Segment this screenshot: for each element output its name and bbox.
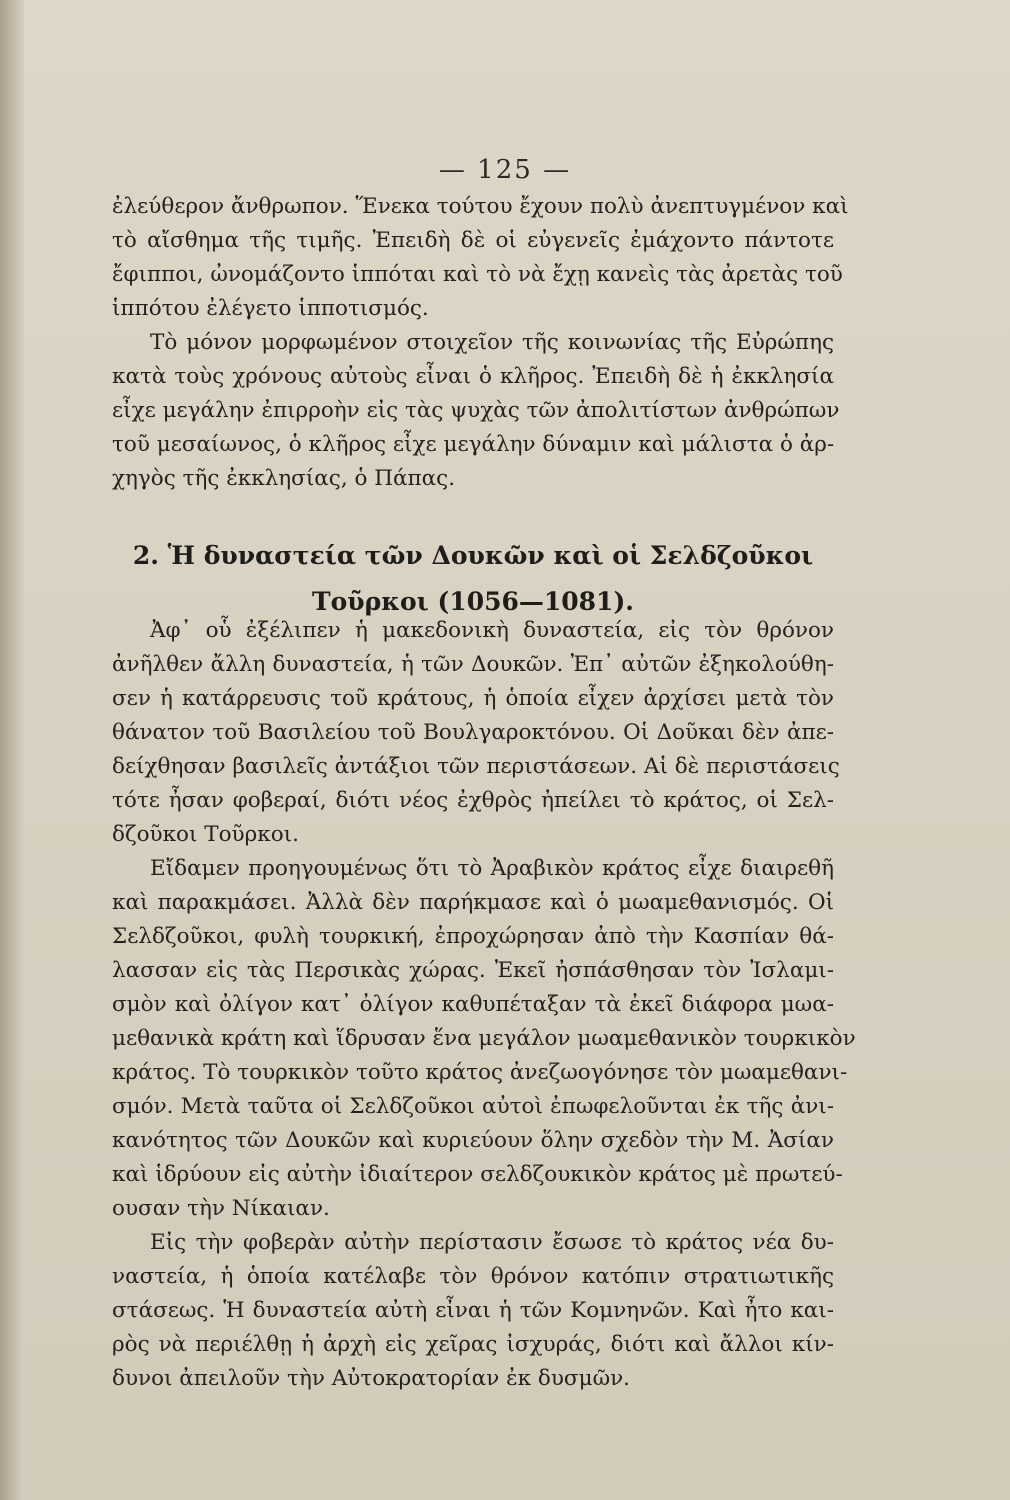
text-line: καὶ παρακμάσει. Ἀλλὰ δὲν παρήκμασε καὶ ὁ μωαμεθανισμός. Οἱ [112,890,834,915]
section-heading-line-1: 2. Ἡ δυναστεία τῶν Δουκῶν καὶ οἱ Σελδζοῦκοι [132,541,814,570]
page-number: — 125 — [438,155,572,185]
text-line: δζοῦκοι Τοῦρκοι. [112,822,299,847]
text-line: μεθανικὰ κράτη καὶ ἵδρυσαν ἕνα μεγάλον μωαμεθανικὸν τουρκικὸν [112,1026,856,1051]
text-line: δυνοι ἀπειλοῦν τὴν Αὐτοκρατορίαν ἐκ δυσμῶν. [112,1366,631,1391]
section-heading [112,533,834,625]
text-line: σμὸν καὶ ὀλίγον κατ᾿ ὀλίγον καθυπέταξαν τὰ ἐκεῖ διάφορα μωα- [112,992,834,1017]
text-line: ἀνῆλθεν ἄλλη δυναστεία, ἡ τῶν Δουκῶν. Ἐπ᾿ αὐτῶν ἐξηκολούθη- [112,652,834,677]
text-block-top [112,190,849,496]
text-block-bottom [112,614,856,1396]
text-line: στάσεως. Ἡ δυναστεία αὐτὴ εἶναι ἡ τῶν Κομνηνῶν. Καὶ ἦτο και- [112,1298,834,1323]
text-line: Εἰς τὴν φοβερὰν αὐτὴν περίστασιν ἔσωσε τὸ κράτος νέα δυ- [150,1230,834,1255]
text-line: τοῦ μεσαίωνος, ὁ κλῆρος εἶχε μεγάλην δύναμιν καὶ μάλιστα ὁ ἀρ- [112,432,835,457]
text-line: Ἀφ᾿ οὗ ἐξέλιπεν ἡ μακεδονικὴ δυναστεία, εἰς τὸν θρόνον [150,618,834,643]
text-line: τὸ αἴσθημα τῆς τιμῆς. Ἐπειδὴ δὲ οἱ εὐγενεῖς ἐμάχοντο πάντοτε [112,228,834,253]
text-line: τότε ἦσαν φοβεραί, διότι νέος ἐχθρὸς ἠπείλει τὸ κράτος, οἱ Σελ- [112,788,834,813]
text-line: λασσαν εἰς τὰς Περσικὰς χώρας. Ἐκεῖ ἠσπάσθησαν τὸν Ἰσλαμι- [112,958,834,983]
text-line: ναστεία, ἡ ὁποία κατέλαβε τὸν θρόνον κατόπιν στρατιωτικῆς [112,1264,834,1289]
text-line: κράτος. Τὸ τουρκικὸν τοῦτο κράτος ἀνεζωογόνησε τὸν μωαμεθανι- [112,1060,848,1085]
paragraph [112,852,856,1226]
paragraph [112,614,840,852]
text-line: χηγὸς τῆς ἐκκλησίας, ὁ Πάπας. [112,466,456,491]
text-line: σμόν. Μετὰ ταῦτα οἱ Σελδζοῦκοι αὐτοὶ ἐπωφελοῦνται ἐκ τῆς ἀνι- [112,1094,834,1119]
text-line: Εἴδαμεν προηγουμένως ὅτι τὸ Ἀραβικὸν κράτος εἶχε διαιρεθῆ [150,856,834,881]
section-heading-line-2: Τοῦρκοι (1056—1081). [312,587,634,616]
text-line: κατὰ τοὺς χρόνους αὐτοὺς εἶναι ὁ κλῆρος. Ἐπειδὴ δὲ ἡ ἐκκλησία [112,364,834,389]
text-line: ἔφιπποι, ὠνομάζοντο ἱππόται καὶ τὸ νὰ ἔχῃ κανεὶς τὰς ἀρετὰς τοῦ [112,262,843,287]
text-line: ἐλεύθερον ἄνθρωπον. Ἕνεκα τούτου ἔχουν πολὺ ἀνεπτυγμένον καὶ [112,194,849,219]
text-line: κανότητος τῶν Δουκῶν καὶ κυριεύουν ὅλην σχεδὸν τὴν Μ. Ἀσίαν [112,1128,834,1153]
paragraph [112,326,840,496]
paragraph [112,190,849,326]
text-line: Τὸ μόνον μορφωμένον στοιχεῖον τῆς κοινωνίας τῆς Εὐρώπης [150,330,834,355]
text-line: Σελδζοῦκοι, φυλὴ τουρκική, ἐπροχώρησαν ἀπὸ τὴν Κασπίαν θά- [112,924,834,949]
text-line: ουσαν τὴν Νίκαιαν. [112,1196,330,1221]
text-line: θάνατον τοῦ Βασιλείου τοῦ Βουλγαροκτόνου. Οἱ Δοῦκαι δὲν ἀπε- [112,720,834,745]
page-binding-shadow [0,0,24,1500]
text-line: ἱππότου ἐλέγετο ἱπποτισμός. [112,296,429,321]
text-line: δείχθησαν βασιλεῖς ἀντάξιοι τῶν περιστάσεων. Αἱ δὲ περιστάσεις [112,754,840,779]
text-line: σεν ἡ κατάρρευσις τοῦ κράτους, ἡ ὁποία εἶχεν ἀρχίσει μετὰ τὸν [112,686,834,711]
paragraph [112,1226,834,1396]
text-line: ρὸς νὰ περιέλθῃ ἡ ἀρχὴ εἰς χεῖρας ἰσχυράς, διότι καὶ ἄλλοι κίν- [112,1332,834,1357]
text-line: καὶ ἱδρύουν εἰς αὐτὴν ἰδιαίτερον σελδζουκικὸν κράτος μὲ πρωτεύ- [112,1162,843,1187]
text-line: εἶχε μεγάλην ἐπιρροὴν εἰς τὰς ψυχὰς τῶν ἀπολιτίστων ἀνθρώπων [112,398,840,423]
